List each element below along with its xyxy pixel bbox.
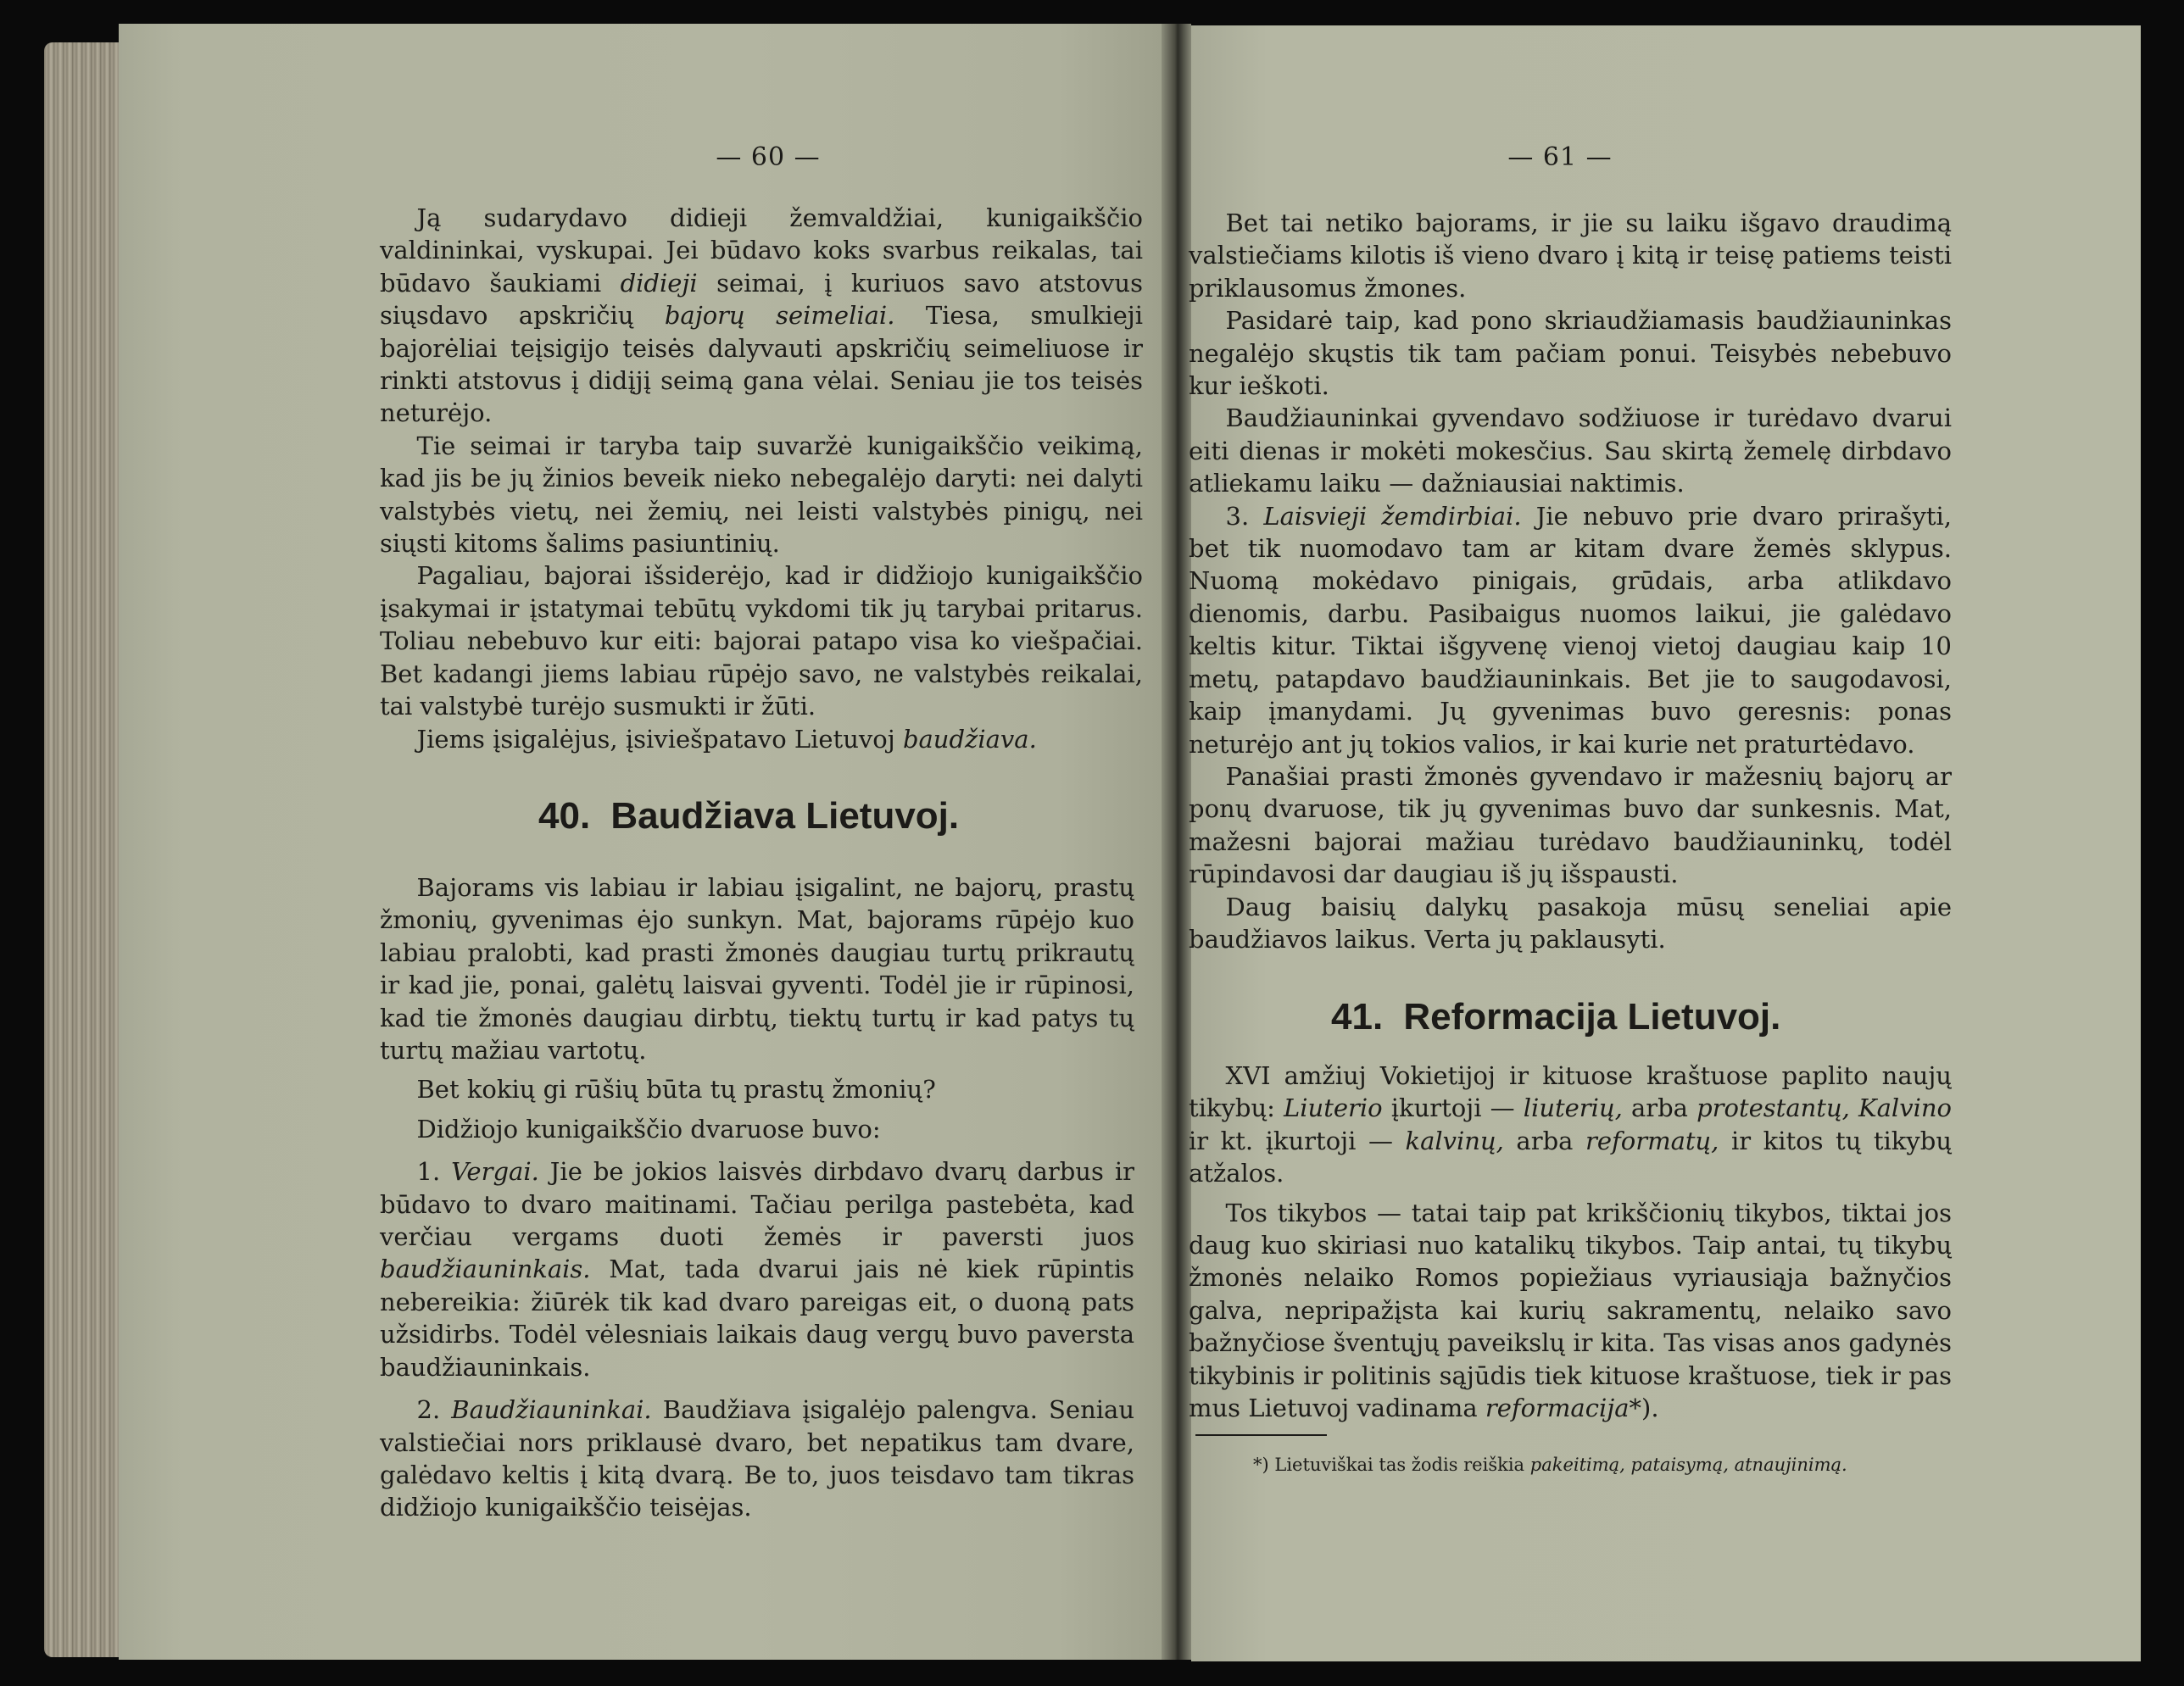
- section-title: Baudžiava Lietuvoj.: [610, 795, 960, 837]
- paragraph: Pasidarė taip, kad pono skriaudžiamasis baudžiauninkas negalėjo skųstis tik tam pačiam ponui. Teisybės nebebuvo kur ieškoti.: [1189, 306, 1952, 401]
- paragraph: Daug baisių dalykų pasakoja mūsų seneliai apie baudžiavos laikus. Verta jų paklausyti.: [1189, 892, 1952, 954]
- paragraph: Bajorams vis labiau ir labiau įsigalint, ne bajorų, prastų žmonių, gyvenimas ėjo sunkyn. Mat, bajorams rūpėjo kuo labiau pralobti, kad prasti žmonės daugiau turtų prikrautų ir kad jie, ponai, galėtų laisvai gyventi. Todėl jie ir rūpinosi, kad tie žmonės daugiau dirbtų, tiektų turtų ir kad patys tų turtų mažiau vartotų.: [380, 873, 1134, 1066]
- paragraph: Jiems įsigalėjus, įsiviešpatavo Lietuvoj baudžiava.: [416, 724, 1037, 754]
- left-intro-text: [380, 202, 1143, 755]
- left-page-number: — 60 —: [716, 142, 821, 172]
- footnote: *) Lietuviškai tas žodis reiškia pakeitimą, pataisymą, atnaujinimą.: [1253, 1455, 1847, 1475]
- right-page-number: — 61 —: [1507, 142, 1613, 172]
- paragraph: Didžiojo kunigaikščio dvaruose buvo:: [416, 1114, 881, 1143]
- book-gutter: [1162, 24, 1191, 1660]
- paragraph: Bet kokių gi rūšių būta tų prastų žmonių?: [416, 1075, 936, 1105]
- section-heading-40: [538, 795, 959, 837]
- paragraph: Pagaliau, bajorai išsiderėjo, kad ir didžiojo kunigaikščio įsakymai ir įstatymai tebūtų vykdomi tik jų tarybai pritarus. Toliau nebebuvo kur eiti: bajorai patapo visa ko viešpačiai. Bet kadangi jiems labiau rūpėjo savo, ne valstybės reikalai, tai valstybė turėjo susmukti ir žūti.: [380, 561, 1143, 721]
- section-title: Reformacija Lietuvoj.: [1403, 996, 1781, 1038]
- paragraph: Baudžiauninkai gyvendavo sodžiuose ir turėdavo dvarui eiti dienas ir mokėti mokesčius. Sau skirtą žemelę dirbdavo atliekamu laiku — dažniausiai naktimis.: [1189, 403, 1952, 498]
- right-section-text: [1189, 1060, 1952, 1424]
- paragraph: Bet tai netiko bajorams, ir jie su laiku išgavo draudimą valstiečiams kilotis iš vieno dvaro į kitą ir teisę patiems teisti priklausomus žmones.: [1189, 209, 1952, 303]
- paragraph: Panašiai prasti žmonės gyvendavo ir mažesnių bajorų ar ponų dvaruose, tik jų gyvenimas buvo dar sunkesnis. Mat, mažesni bajorai mažiau turėdavo baudžiauninkų, todėl rūpindavosi dar daugiau iš jų išspausti.: [1189, 761, 1952, 889]
- paragraph: Tie seimai ir taryba taip suvaržė kunigaikščio veikimą, kad jis be jų žinios beveik nieko nebegalėjo daryti: nei dalyti valstybės vietų, nei žemių, nei leisti valstybės pinigų, nei siųsti kitoms šalims pasiuntinių.: [380, 431, 1143, 559]
- right-intro-text: [1189, 207, 1952, 955]
- section-number: 40.: [538, 795, 591, 837]
- section-heading-41: [1331, 996, 1780, 1038]
- paragraph: XVI amžiuj Vokietijoj ir kituose kraštuose paplito naujų tikybų: Liuterio įkurtoji — liuterių, arba protestantų, Kalvino ir kt. įkurtoji — kalvinų, arba reformatų, ir kitos tų tikybų atžalos.: [1189, 1061, 1952, 1188]
- footnote-rule: [1195, 1434, 1327, 1436]
- left-section-text: [380, 871, 1134, 1524]
- paragraph: Tos tikybos — tatai taip pat krikščionių tikybos, tiktai jos daug kuo skiriasi nuo katalikų tikybos. Taip antai, tų tikybų žmonės nelaiko Romos popiežiaus vyriausiąja bažnyčios galva, nepripažįsta kai kurių sakramentų, nelaiko savo bažnyčiose šventųjų paveikslų ir kita. Tas visas anos gadynės tikybinis ir politinis sąjūdis tiek kituose kraštuose, tiek ir pas mus Lietuvoj vadinama reformacija*).: [1189, 1198, 1952, 1423]
- page-edges: [44, 42, 125, 1657]
- paragraph: 1. Vergai. Jie be jokios laisvės dirbdavo dvarų darbus ir būdavo to dvaro maitinami. Tačiau perilga pastebėta, kad verčiau vergams duoti žemės ir paversti juos baudžiauninkais. Mat, tada dvarui jais nė kiek rūpintis nebereikia: žiūrėk tik kad dvaro pareigas eit, o duoną pats užsidirbs. Todėl vėlesniais laikais daug vergų buvo paversta baudžiauninkais.: [380, 1157, 1134, 1382]
- paragraph: Ją sudarydavo didieji žemvaldžiai, kunigaikščio valdininkai, vyskupai. Jei būdavo koks svarbus reikalas, tai būdavo šaukiami didieji seimai, į kuriuos savo atstovus siųsdavo apskričių bajorų seimeliai. Tiesa, smulkieji bajorėliai teįsigijo teisės dalyvauti apskričių seimeliuose ir rinkti atstovus į didįjį seimą gana vėlai. Seniau jie tos teisės neturėjo.: [380, 203, 1143, 428]
- section-number: 41.: [1331, 996, 1384, 1038]
- paragraph: 3. Laisvieji žemdirbiai. Jie nebuvo prie dvaro prirašyti, bet tik nuomodavo tam ar kitam dvare žemės sklypus. Nuomą mokėdavo pinigais, grūdais, arba atlikdavo dienomis, darbu. Pasibaigus nuomos laikui, jie galėdavo keltis kitur. Tiktai išgyvenę vienoj vietoj daugiau kaip 10 metų, patapdavo baudžiauninkais. Bet jie to saugodavosi, kaip įmanydami. Jų gyvenimas buvo geresnis: ponas neturėjo ant jų tokios valios, ir kai kurie net praturtėdavo.: [1189, 501, 1952, 759]
- paragraph: 2. Baudžiauninkai. Baudžiava įsigalėjo palengva. Seniau valstiečiai nors priklausė dvaro, bet nepatikus tam dvare, galėdavo keltis į kitą dvarą. Be to, juos teisdavo tam tikras didžiojo kunigaikščio teisėjas.: [380, 1395, 1134, 1522]
